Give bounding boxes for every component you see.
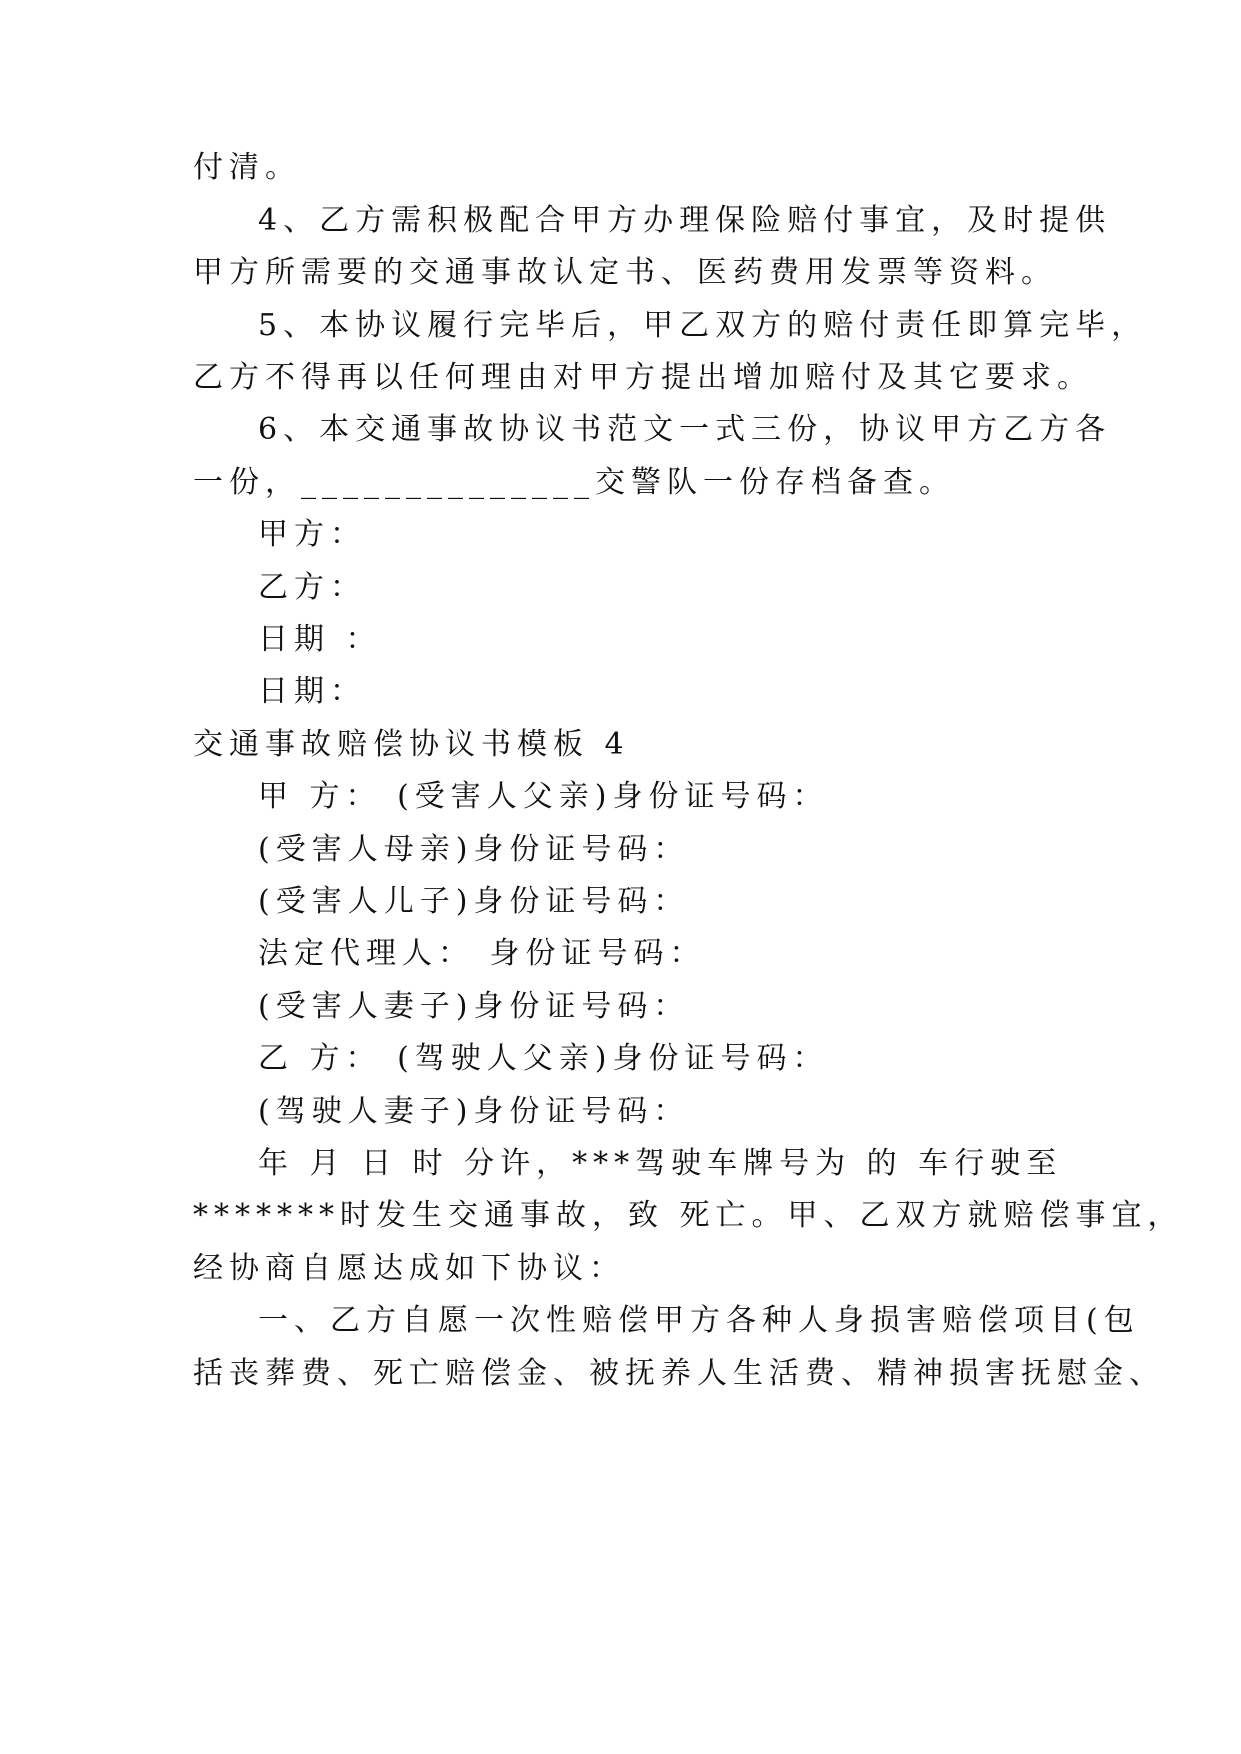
section-title: 交通事故赔偿协议书模板 4 xyxy=(193,727,630,762)
text-line: 付清。 xyxy=(193,150,301,185)
text-line: 甲方所需要的交通事故认定书、医药费用发票等资料。 xyxy=(193,255,1057,290)
text-line: 6、本交通事故协议书范文一式三份，协议甲方乙方各 xyxy=(258,412,1112,447)
signature-date: 日期 ： xyxy=(258,622,382,657)
text-line: 5、本协议履行完毕后，甲乙双方的赔付责任即算完毕， xyxy=(258,308,1148,343)
text-line: 乙 方： (驾驶人父亲)身份证号码： xyxy=(258,1041,829,1076)
text-line: 年 月 日 时 分许，***驾驶车牌号为 的 车行驶至 xyxy=(258,1146,1063,1181)
text-line: 乙方不得再以任何理由对甲方提出增加赔付及其它要求。 xyxy=(193,360,1093,395)
text-line: (受害人儿子)身份证号码： xyxy=(258,884,690,919)
text-line: 一、乙方自愿一次性赔偿甲方各种人身损害赔偿项目(包 xyxy=(258,1303,1140,1338)
text-line: 括丧葬费、死亡赔偿金、被抚养人生活费、精神损害抚慰金、 xyxy=(193,1356,1165,1391)
signature-party-a: 甲方： xyxy=(258,517,366,552)
signature-party-b: 乙方： xyxy=(258,570,366,605)
text-line: (受害人母亲)身份证号码： xyxy=(258,832,690,867)
text-line: *******时发生交通事故，致 死亡。甲、乙双方就赔偿事宜， xyxy=(193,1198,1184,1233)
text-line: 4、乙方需积极配合甲方办理保险赔付事宜，及时提供 xyxy=(258,203,1112,238)
text-line: 法定代理人： 身份证号码： xyxy=(258,936,706,971)
signature-date: 日期： xyxy=(258,674,366,709)
text-line: 经协商自愿达成如下协议： xyxy=(193,1251,625,1286)
text-line: 甲 方： (受害人父亲)身份证号码： xyxy=(258,779,829,814)
text-line: (驾驶人妻子)身份证号码： xyxy=(258,1094,690,1129)
text-line: 一份，______________交警队一份存档备查。 xyxy=(193,465,955,500)
text-line: (受害人妻子)身份证号码： xyxy=(258,989,690,1024)
